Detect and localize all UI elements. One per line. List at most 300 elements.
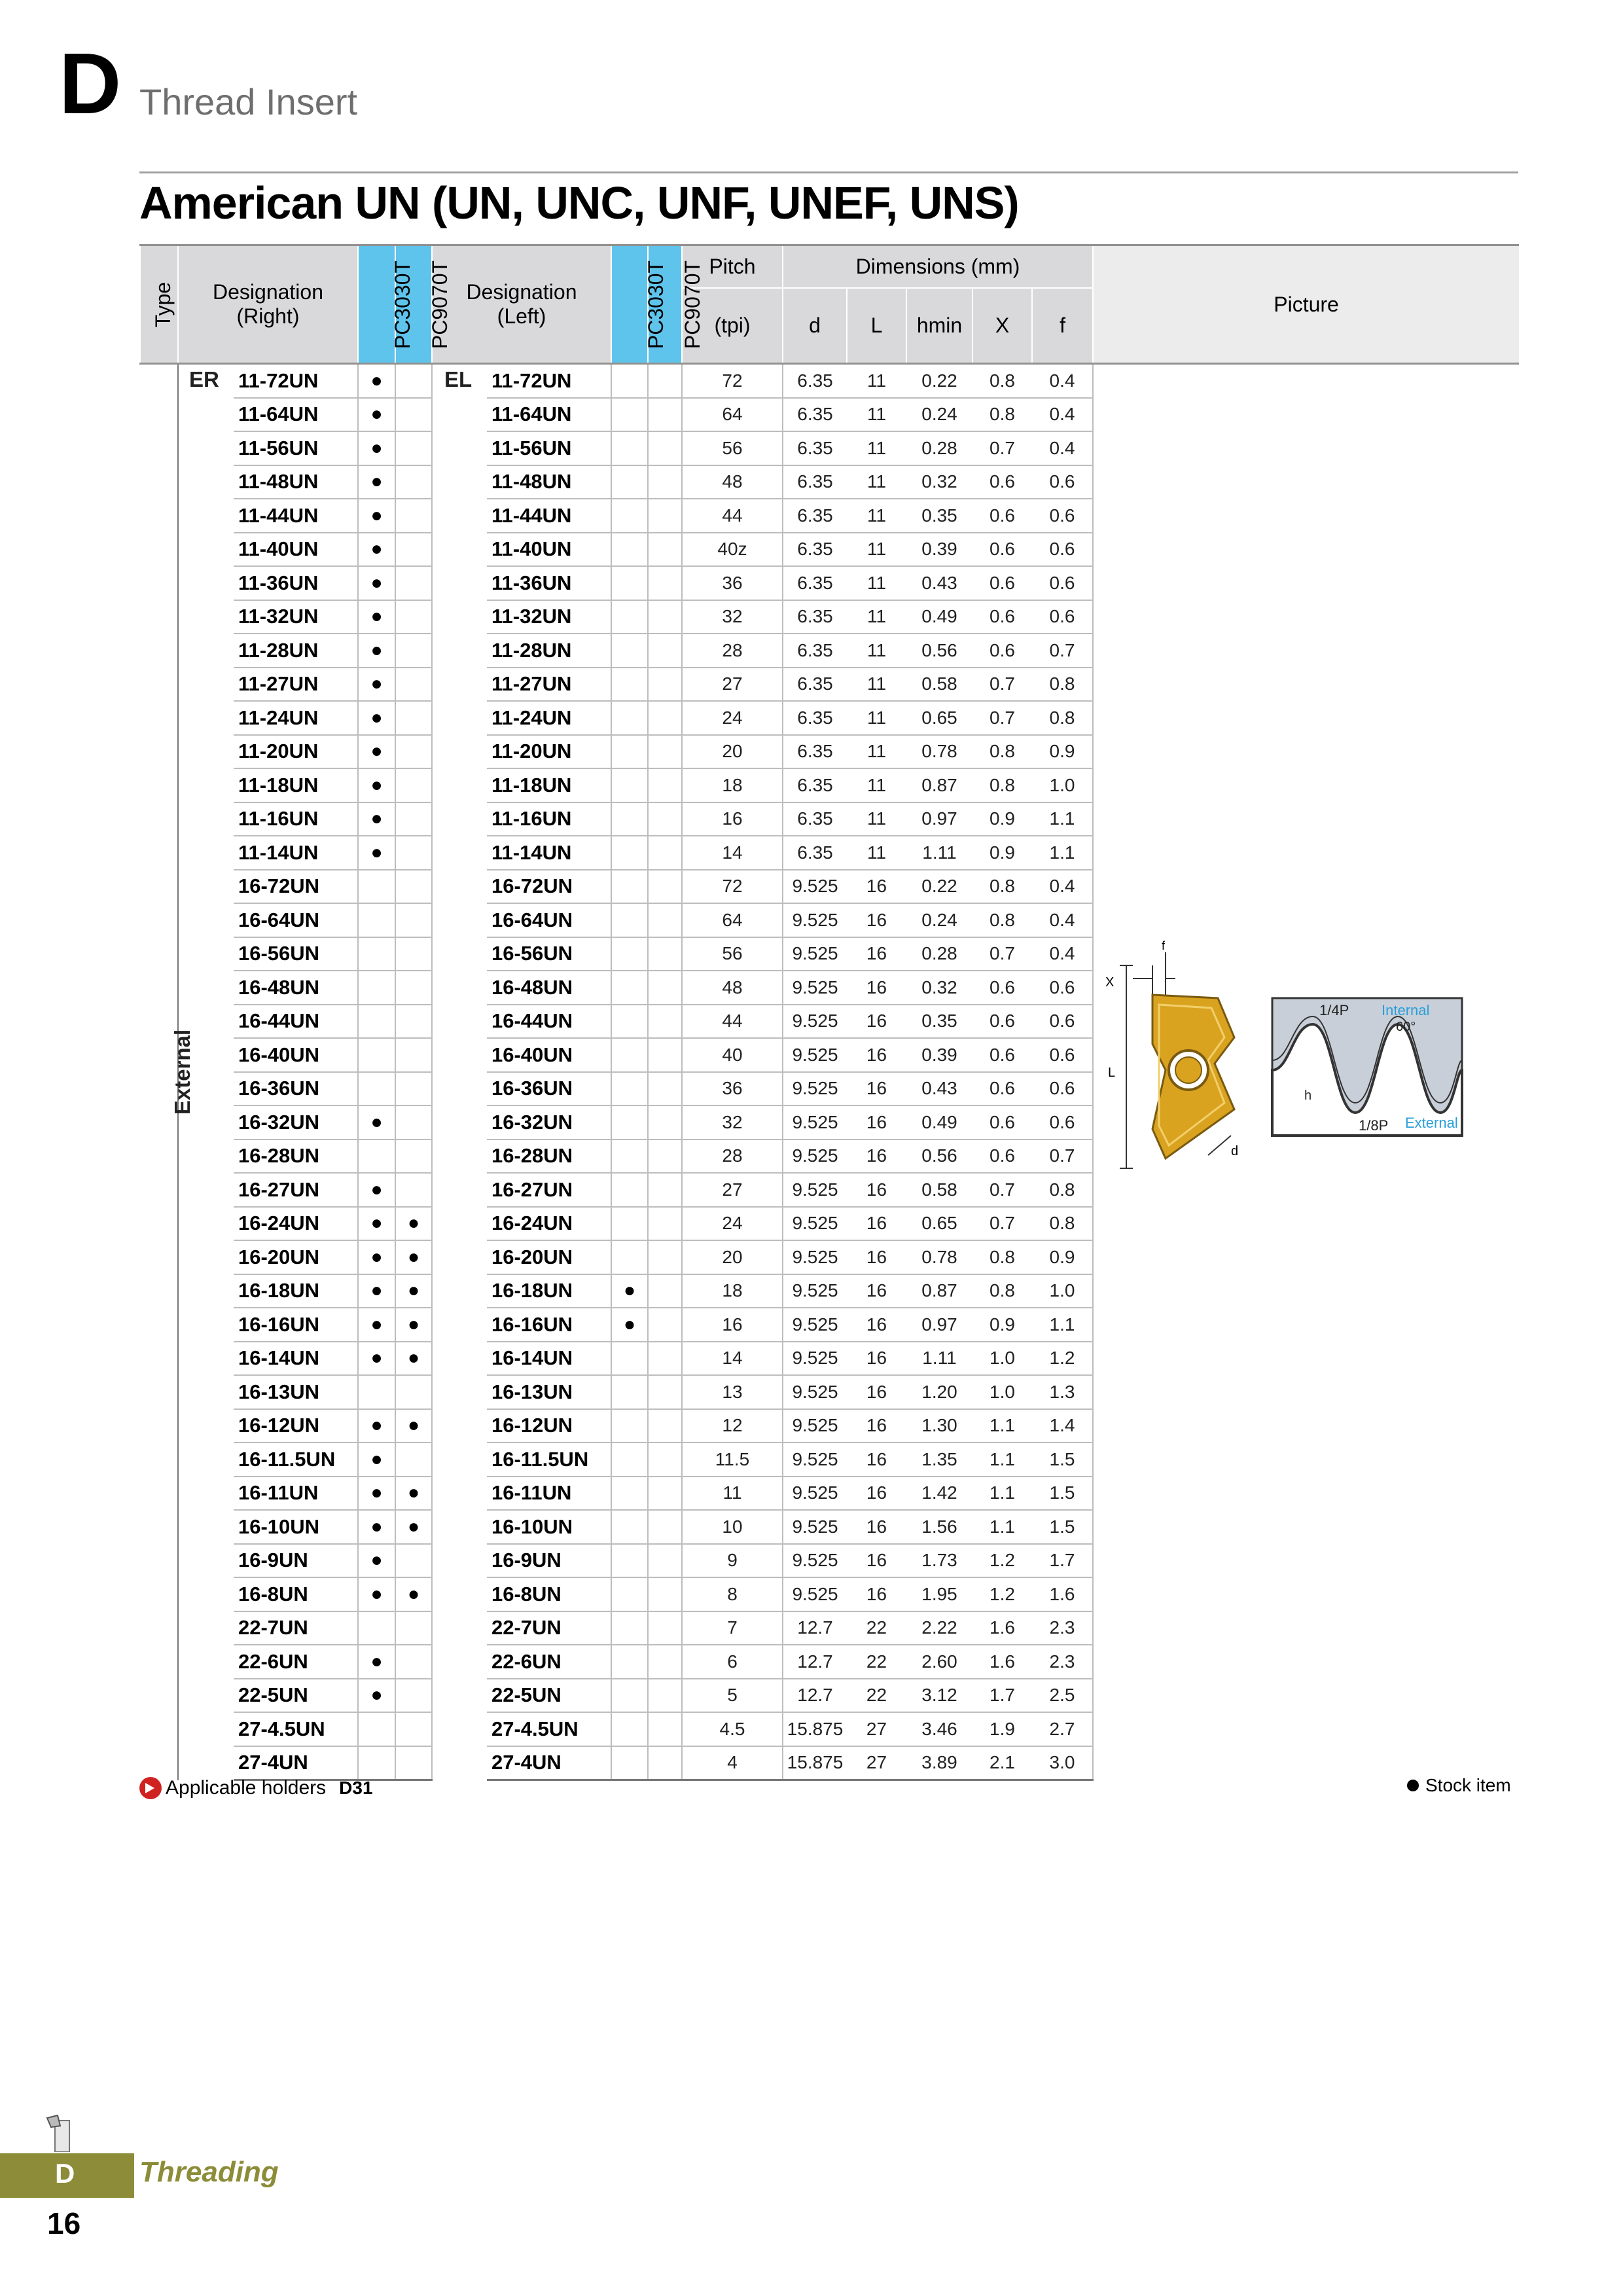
dim-d-cell: 6.35 <box>783 431 847 465</box>
stock-pc9070t-right <box>395 937 432 971</box>
dim-hmin-cell: 0.49 <box>906 600 972 634</box>
dim-hmin-cell: 0.87 <box>906 1274 972 1308</box>
stock-pc9070t-right <box>395 836 432 870</box>
stock-pc9070t-right: ● <box>395 1577 432 1611</box>
stock-pc3030t-right: ● <box>358 1342 395 1376</box>
dim-l-cell: 11 <box>847 566 906 600</box>
dim-hmin-cell: 0.87 <box>906 768 972 802</box>
dim-f-cell: 0.8 <box>1032 1173 1093 1207</box>
designation-right: 11-64UN <box>234 398 358 432</box>
dim-hmin-cell: 0.43 <box>906 566 972 600</box>
holders-page-link[interactable]: D31 <box>339 1778 373 1798</box>
dim-l-cell: 16 <box>847 937 906 971</box>
dim-l-cell: 11 <box>847 431 906 465</box>
pitch-cell: 18 <box>682 1274 783 1308</box>
threading-tool-icon <box>43 2114 82 2152</box>
stock-pc9070t-left <box>648 701 682 735</box>
designation-left: 16-16UN <box>487 1308 611 1342</box>
dim-x-cell: 1.2 <box>972 1544 1032 1578</box>
dim-l-cell: 11 <box>847 735 906 769</box>
dim-d-cell: 6.35 <box>783 465 847 499</box>
stock-pc9070t-right <box>395 398 432 432</box>
stock-pc3030t-left <box>611 398 648 432</box>
dim-x-cell: 0.6 <box>972 971 1032 1005</box>
stock-pc3030t-right <box>358 1375 395 1409</box>
stock-pc3030t-right: ● <box>358 1544 395 1578</box>
dim-d-cell: 9.525 <box>783 1240 847 1274</box>
stock-pc9070t-right <box>395 1679 432 1713</box>
dim-f-cell: 0.4 <box>1032 903 1093 937</box>
section-letter: D <box>59 35 122 132</box>
pitch-cell: 56 <box>682 937 783 971</box>
stock-pc3030t-left <box>611 465 648 499</box>
designation-left: 16-48UN <box>487 971 611 1005</box>
designation-right: 16-36UN <box>234 1072 358 1106</box>
dim-hmin-cell: 0.78 <box>906 735 972 769</box>
dim-l-cell: 11 <box>847 533 906 567</box>
pitch-cell: 6 <box>682 1645 783 1679</box>
stock-pc3030t-left <box>611 1342 648 1376</box>
dim-x-cell: 0.7 <box>972 1173 1032 1207</box>
dim-f-cell: 0.6 <box>1032 499 1093 533</box>
dim-x-cell: 0.6 <box>972 566 1032 600</box>
dim-f-cell: 0.8 <box>1032 701 1093 735</box>
stock-pc3030t-left <box>611 566 648 600</box>
dim-f-cell: 0.9 <box>1032 1240 1093 1274</box>
dim-l-cell: 16 <box>847 1139 906 1174</box>
designation-left: 11-14UN <box>487 836 611 870</box>
dim-d-cell: 9.525 <box>783 1038 847 1072</box>
stock-pc3030t-left <box>611 937 648 971</box>
header-grade-pc3030t-left: PC3030T <box>611 245 648 364</box>
designation-left: 11-56UN <box>487 431 611 465</box>
dim-hmin-cell: 0.28 <box>906 431 972 465</box>
dim-l-cell: 11 <box>847 668 906 702</box>
dim-hmin-cell: 3.46 <box>906 1712 972 1746</box>
stock-pc3030t-right: ● <box>358 431 395 465</box>
dim-hmin-cell: 2.60 <box>906 1645 972 1679</box>
designation-left: 16-11.5UN <box>487 1443 611 1477</box>
stock-pc3030t-left <box>611 1679 648 1713</box>
dim-d-cell: 9.525 <box>783 1577 847 1611</box>
dim-l-cell: 16 <box>847 1240 906 1274</box>
picture-cell <box>1093 364 1519 1780</box>
designation-left: 11-64UN <box>487 398 611 432</box>
dim-f-cell: 1.1 <box>1032 836 1093 870</box>
stock-pc9070t-right: ● <box>395 1409 432 1443</box>
svg-text:h: h <box>1304 1088 1312 1103</box>
header-designation-right: Designation (Right) <box>178 245 358 364</box>
dim-hmin-cell: 3.12 <box>906 1679 972 1713</box>
designation-left: 11-32UN <box>487 600 611 634</box>
designation-left: 11-28UN <box>487 634 611 668</box>
dim-l-cell: 11 <box>847 499 906 533</box>
stock-pc3030t-left <box>611 431 648 465</box>
stock-legend <box>1407 1775 1511 1796</box>
stock-pc9070t-left <box>648 1375 682 1409</box>
dim-hmin-cell: 0.24 <box>906 398 972 432</box>
designation-right: 11-20UN <box>234 735 358 769</box>
pitch-cell: 9 <box>682 1544 783 1578</box>
designation-right: 11-27UN <box>234 668 358 702</box>
stock-pc3030t-right <box>358 903 395 937</box>
stock-pc3030t-left <box>611 533 648 567</box>
dim-l-cell: 11 <box>847 398 906 432</box>
dim-hmin-cell: 0.97 <box>906 802 972 836</box>
stock-pc9070t-right <box>395 600 432 634</box>
dim-l-cell: 16 <box>847 1375 906 1409</box>
arrow-right-icon <box>139 1777 162 1799</box>
dim-hmin-cell: 0.22 <box>906 870 972 904</box>
stock-pc3030t-left <box>611 1645 648 1679</box>
designation-left: 11-40UN <box>487 533 611 567</box>
designation-left: 16-12UN <box>487 1409 611 1443</box>
pitch-cell: 36 <box>682 566 783 600</box>
stock-pc3030t-left: ● <box>611 1274 648 1308</box>
dim-x-cell: 0.9 <box>972 836 1032 870</box>
dim-x-cell: 1.6 <box>972 1611 1032 1645</box>
designation-right: 11-36UN <box>234 566 358 600</box>
stock-pc9070t-left <box>648 533 682 567</box>
stock-pc3030t-left <box>611 1139 648 1174</box>
dim-f-cell: 2.5 <box>1032 1679 1093 1713</box>
stock-pc9070t-right <box>395 566 432 600</box>
pitch-cell: 44 <box>682 1005 783 1039</box>
stock-pc9070t-right <box>395 735 432 769</box>
pitch-cell: 28 <box>682 634 783 668</box>
dim-x-cell: 0.8 <box>972 768 1032 802</box>
stock-pc9070t-left <box>648 1173 682 1207</box>
stock-pc3030t-left <box>611 735 648 769</box>
stock-pc3030t-right: ● <box>358 768 395 802</box>
pitch-cell: 4.5 <box>682 1712 783 1746</box>
stock-pc3030t-right: ● <box>358 1443 395 1477</box>
dim-d-cell: 9.525 <box>783 1409 847 1443</box>
pitch-cell: 7 <box>682 1611 783 1645</box>
stock-pc9070t-left <box>648 768 682 802</box>
table-row <box>140 364 1519 398</box>
stock-pc9070t-left <box>648 600 682 634</box>
dim-x-cell: 0.6 <box>972 499 1032 533</box>
header-designation-left: Designation (Left) <box>432 245 611 364</box>
dim-x-cell: 0.6 <box>972 1072 1032 1106</box>
designation-right: 11-44UN <box>234 499 358 533</box>
stock-pc3030t-left: ● <box>611 1308 648 1342</box>
dim-x-cell: 0.8 <box>972 398 1032 432</box>
stock-pc9070t-left <box>648 1240 682 1274</box>
header-pitch-unit: (tpi) <box>682 288 783 363</box>
dim-l-cell: 11 <box>847 768 906 802</box>
dim-l-cell: 11 <box>847 465 906 499</box>
dim-f-cell: 1.0 <box>1032 768 1093 802</box>
dim-d-cell: 9.525 <box>783 1005 847 1039</box>
header-d: d <box>783 288 847 363</box>
pitch-cell: 14 <box>682 836 783 870</box>
designation-right: 16-40UN <box>234 1038 358 1072</box>
designation-left: 11-48UN <box>487 465 611 499</box>
thread-insert-table <box>139 244 1519 1781</box>
stock-pc3030t-left <box>611 1746 648 1780</box>
designation-left: 16-9UN <box>487 1544 611 1578</box>
stock-pc9070t-left <box>648 1274 682 1308</box>
header-grade-pc9070t-right: PC9070T <box>395 245 432 364</box>
pitch-cell: 24 <box>682 701 783 735</box>
stock-pc3030t-left <box>611 903 648 937</box>
dim-f-cell: 0.4 <box>1032 870 1093 904</box>
designation-left: 16-14UN <box>487 1342 611 1376</box>
stock-pc3030t-right <box>358 971 395 1005</box>
stock-dot-icon <box>1407 1780 1419 1791</box>
dim-f-cell: 0.4 <box>1032 364 1093 398</box>
dim-l-cell: 16 <box>847 1477 906 1511</box>
dim-f-cell: 0.6 <box>1032 1038 1093 1072</box>
pitch-cell: 40z <box>682 533 783 567</box>
stock-pc3030t-left <box>611 768 648 802</box>
pitch-cell: 13 <box>682 1375 783 1409</box>
designation-right: 16-56UN <box>234 937 358 971</box>
svg-text:L: L <box>1108 1065 1116 1080</box>
stock-pc3030t-right <box>358 870 395 904</box>
designation-right: 16-18UN <box>234 1274 358 1308</box>
stock-pc9070t-right <box>395 1173 432 1207</box>
dim-f-cell: 2.7 <box>1032 1712 1093 1746</box>
dim-x-cell: 0.8 <box>972 1274 1032 1308</box>
pitch-cell: 32 <box>682 1105 783 1139</box>
designation-right: 16-12UN <box>234 1409 358 1443</box>
designation-right: 16-11.5UN <box>234 1443 358 1477</box>
designation-left: 16-10UN <box>487 1510 611 1544</box>
dim-d-cell: 6.35 <box>783 398 847 432</box>
dim-hmin-cell: 0.56 <box>906 634 972 668</box>
designation-right: 16-44UN <box>234 1005 358 1039</box>
designation-left: 22-7UN <box>487 1611 611 1645</box>
dim-l-cell: 16 <box>847 1173 906 1207</box>
designation-left: 16-18UN <box>487 1274 611 1308</box>
stock-pc9070t-left <box>648 937 682 971</box>
stock-pc9070t-right <box>395 533 432 567</box>
dim-f-cell: 0.6 <box>1032 971 1093 1005</box>
stock-pc9070t-left <box>648 398 682 432</box>
dim-d-cell: 6.35 <box>783 533 847 567</box>
stock-pc9070t-right <box>395 499 432 533</box>
stock-pc3030t-right: ● <box>358 1679 395 1713</box>
dim-l-cell: 16 <box>847 971 906 1005</box>
stock-pc9070t-right <box>395 1712 432 1746</box>
stock-pc9070t-right: ● <box>395 1240 432 1274</box>
dim-d-cell: 9.525 <box>783 1139 847 1174</box>
dim-f-cell: 1.0 <box>1032 1274 1093 1308</box>
dim-d-cell: 9.525 <box>783 1342 847 1376</box>
stock-pc3030t-right: ● <box>358 1274 395 1308</box>
dim-x-cell: 0.8 <box>972 1240 1032 1274</box>
dim-x-cell: 0.9 <box>972 1308 1032 1342</box>
designation-left: 16-27UN <box>487 1173 611 1207</box>
dim-d-cell: 9.525 <box>783 1274 847 1308</box>
dim-l-cell: 16 <box>847 1038 906 1072</box>
stock-pc3030t-right <box>358 1005 395 1039</box>
stock-pc3030t-right <box>358 937 395 971</box>
stock-pc3030t-right: ● <box>358 1173 395 1207</box>
stock-pc9070t-left <box>648 431 682 465</box>
stock-pc3030t-left <box>611 836 648 870</box>
dim-l-cell: 11 <box>847 701 906 735</box>
dim-hmin-cell: 0.65 <box>906 1207 972 1241</box>
designation-right: 11-48UN <box>234 465 358 499</box>
dim-hmin-cell: 0.35 <box>906 499 972 533</box>
stock-pc3030t-left <box>611 701 648 735</box>
designation-right: 16-28UN <box>234 1139 358 1174</box>
pitch-cell: 44 <box>682 499 783 533</box>
designation-left: 11-24UN <box>487 701 611 735</box>
designation-right: 11-18UN <box>234 768 358 802</box>
stock-pc3030t-left <box>611 870 648 904</box>
dim-l-cell: 16 <box>847 1409 906 1443</box>
header-dimensions: Dimensions (mm) <box>783 245 1093 289</box>
designation-left: 16-36UN <box>487 1072 611 1106</box>
designation-left: 11-18UN <box>487 768 611 802</box>
designation-left: 22-5UN <box>487 1679 611 1713</box>
designation-right: 16-8UN <box>234 1577 358 1611</box>
designation-right: 11-16UN <box>234 802 358 836</box>
stock-pc9070t-left <box>648 870 682 904</box>
dim-hmin-cell: 1.95 <box>906 1577 972 1611</box>
designation-right: 11-24UN <box>234 701 358 735</box>
stock-pc9070t-left <box>648 1611 682 1645</box>
designation-right: 16-11UN <box>234 1477 358 1511</box>
stock-pc3030t-left <box>611 600 648 634</box>
dim-f-cell: 1.7 <box>1032 1544 1093 1578</box>
designation-right: 16-9UN <box>234 1544 358 1578</box>
stock-pc3030t-right: ● <box>358 465 395 499</box>
designation-right: 22-7UN <box>234 1611 358 1645</box>
dim-hmin-cell: 0.43 <box>906 1072 972 1106</box>
dim-f-cell: 1.5 <box>1032 1477 1093 1511</box>
stock-pc3030t-left <box>611 668 648 702</box>
stock-pc9070t-right <box>395 1005 432 1039</box>
dim-x-cell: 0.6 <box>972 533 1032 567</box>
pitch-cell: 72 <box>682 364 783 398</box>
stock-pc3030t-left <box>611 1240 648 1274</box>
designation-left: 27-4UN <box>487 1746 611 1780</box>
stock-pc3030t-right: ● <box>358 398 395 432</box>
dim-d-cell: 9.525 <box>783 1477 847 1511</box>
designation-right: 16-14UN <box>234 1342 358 1376</box>
header-f: f <box>1032 288 1093 363</box>
dim-x-cell: 0.8 <box>972 735 1032 769</box>
pitch-cell: 8 <box>682 1577 783 1611</box>
dim-f-cell: 0.6 <box>1032 566 1093 600</box>
pitch-cell: 18 <box>682 768 783 802</box>
dim-d-cell: 9.525 <box>783 1308 847 1342</box>
designation-right: 22-5UN <box>234 1679 358 1713</box>
dim-l-cell: 16 <box>847 1072 906 1106</box>
stock-pc3030t-right: ● <box>358 1477 395 1511</box>
stock-pc9070t-right <box>395 1443 432 1477</box>
dim-l-cell: 27 <box>847 1746 906 1780</box>
designation-right: 16-64UN <box>234 903 358 937</box>
dim-f-cell: 1.4 <box>1032 1409 1093 1443</box>
stock-pc9070t-right <box>395 1139 432 1174</box>
dim-hmin-cell: 0.35 <box>906 1005 972 1039</box>
stock-pc9070t-left <box>648 1342 682 1376</box>
dim-x-cell: 0.6 <box>972 600 1032 634</box>
dim-f-cell: 1.2 <box>1032 1342 1093 1376</box>
dim-d-cell: 6.35 <box>783 499 847 533</box>
dim-f-cell: 1.1 <box>1032 802 1093 836</box>
designation-left: 16-44UN <box>487 1005 611 1039</box>
stock-pc3030t-right: ● <box>358 1308 395 1342</box>
stock-pc3030t-right: ● <box>358 364 395 398</box>
pitch-cell: 20 <box>682 1240 783 1274</box>
dim-f-cell: 0.4 <box>1032 937 1093 971</box>
dim-f-cell: 1.1 <box>1032 1308 1093 1342</box>
stock-pc9070t-right <box>395 903 432 937</box>
stock-pc9070t-left <box>648 1477 682 1511</box>
stock-pc3030t-left <box>611 634 648 668</box>
stock-pc9070t-left <box>648 1207 682 1241</box>
stock-pc9070t-left <box>648 634 682 668</box>
stock-pc3030t-right <box>358 1072 395 1106</box>
stock-pc3030t-right <box>358 1038 395 1072</box>
dim-hmin-cell: 2.22 <box>906 1611 972 1645</box>
stock-pc3030t-right: ● <box>358 1577 395 1611</box>
pitch-cell: 11.5 <box>682 1443 783 1477</box>
stock-pc3030t-right: ● <box>358 1409 395 1443</box>
dim-f-cell: 0.6 <box>1032 1072 1093 1106</box>
dim-f-cell: 0.4 <box>1032 398 1093 432</box>
stock-pc9070t-left <box>648 1005 682 1039</box>
header-grade-pc9070t-left: PC9070T <box>648 245 682 364</box>
dim-hmin-cell: 0.24 <box>906 903 972 937</box>
designation-left: 16-8UN <box>487 1577 611 1611</box>
stock-pc3030t-right <box>358 1746 395 1780</box>
stock-pc3030t-left <box>611 802 648 836</box>
pitch-cell: 16 <box>682 1308 783 1342</box>
dim-l-cell: 16 <box>847 1105 906 1139</box>
header-pitch: Pitch <box>682 245 783 289</box>
dim-x-cell: 0.8 <box>972 903 1032 937</box>
stock-pc9070t-left <box>648 1577 682 1611</box>
stock-pc9070t-left <box>648 668 682 702</box>
dim-f-cell: 0.6 <box>1032 465 1093 499</box>
svg-text:Internal: Internal <box>1382 1001 1430 1018</box>
dim-hmin-cell: 1.42 <box>906 1477 972 1511</box>
header-divider <box>139 171 1518 173</box>
section-tab-letter: D <box>55 2158 75 2189</box>
designation-left: 16-28UN <box>487 1139 611 1174</box>
dim-d-cell: 9.525 <box>783 1375 847 1409</box>
dim-x-cell: 0.6 <box>972 1038 1032 1072</box>
pitch-cell: 56 <box>682 431 783 465</box>
stock-pc3030t-right <box>358 1139 395 1174</box>
left-prefix: EL <box>444 367 473 391</box>
dim-x-cell: 1.0 <box>972 1342 1032 1376</box>
dim-f-cell: 0.6 <box>1032 533 1093 567</box>
designation-right: 16-20UN <box>234 1240 358 1274</box>
dim-l-cell: 16 <box>847 903 906 937</box>
stock-pc3030t-left <box>611 1173 648 1207</box>
dim-x-cell: 0.6 <box>972 1105 1032 1139</box>
designation-right: 11-32UN <box>234 600 358 634</box>
stock-pc9070t-right <box>395 1038 432 1072</box>
dim-hmin-cell: 1.73 <box>906 1544 972 1578</box>
designation-left: 16-11UN <box>487 1477 611 1511</box>
stock-pc9070t-left <box>648 1038 682 1072</box>
stock-pc9070t-left <box>648 364 682 398</box>
designation-right: 16-24UN <box>234 1207 358 1241</box>
dim-d-cell: 9.525 <box>783 971 847 1005</box>
stock-pc9070t-right <box>395 1072 432 1106</box>
